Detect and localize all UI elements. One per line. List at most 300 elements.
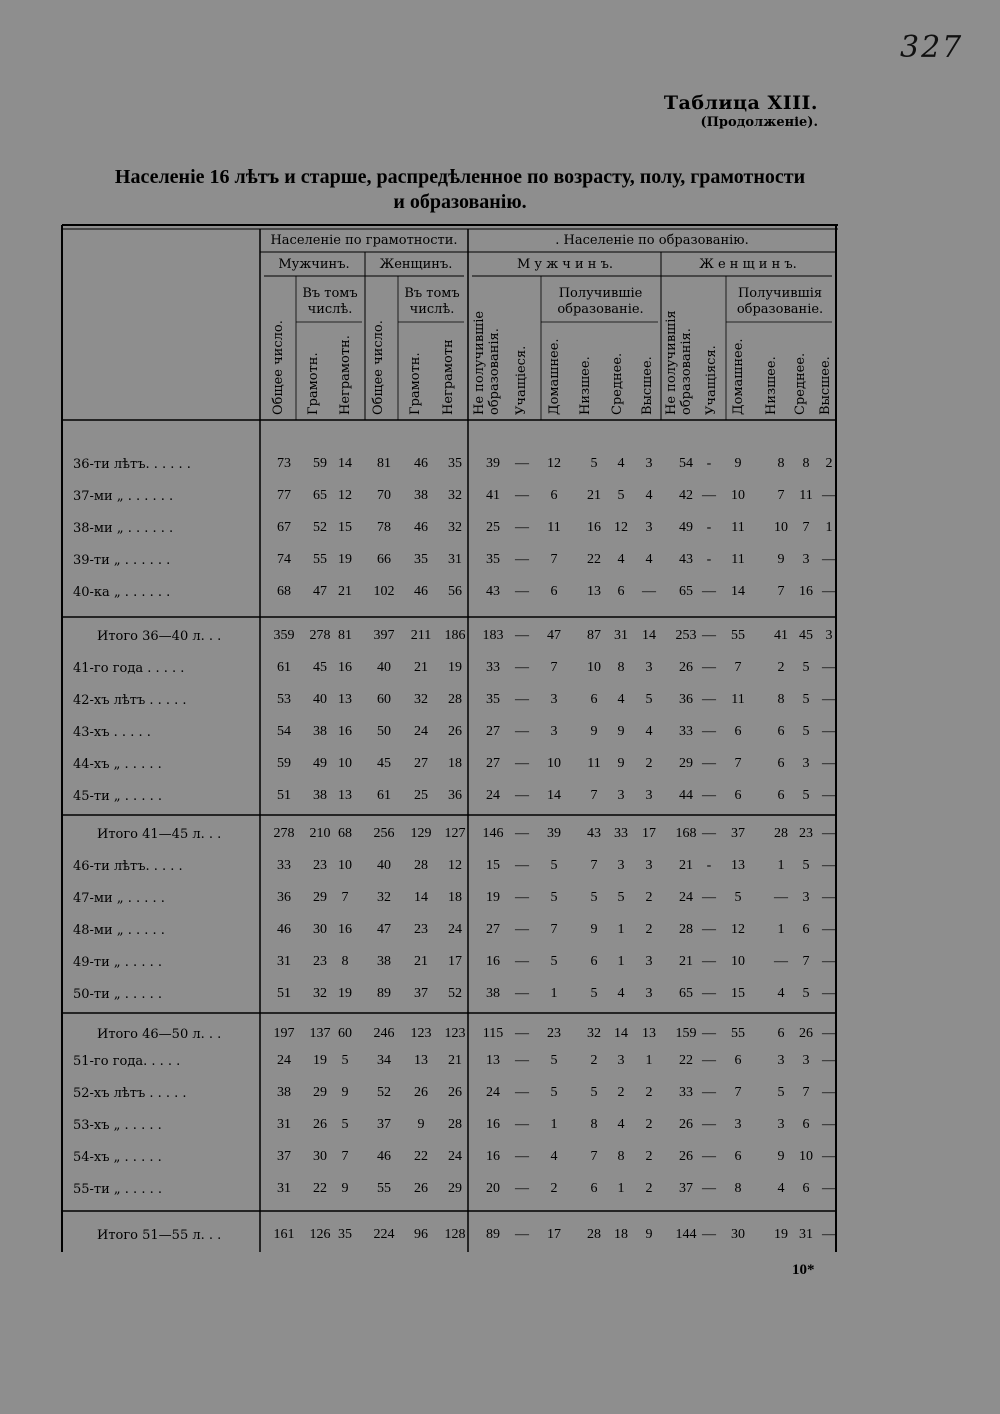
table-cell: 7 — [802, 954, 810, 969]
table-cell: — — [774, 954, 788, 969]
row-label: 44-хъ „ . . . . . — [73, 757, 162, 772]
col-men-none-1: Не получившіе — [472, 310, 487, 415]
table-cell: 6 — [550, 584, 558, 599]
table-cell: 23 — [414, 922, 428, 937]
table-cell: 11 — [731, 520, 745, 535]
table-cell: 41 — [774, 628, 788, 643]
table-cell: 45 — [377, 756, 391, 771]
table-cell: 46 — [414, 584, 428, 599]
table-cell: — — [822, 1227, 836, 1242]
table-cell: 5 — [802, 724, 810, 739]
col-men-home: Домашнее. — [547, 338, 562, 415]
table-cell: — — [702, 756, 716, 771]
table-cell: — — [822, 986, 836, 1001]
table-cell: 43 — [587, 826, 601, 841]
table-cell: 81 — [338, 628, 352, 643]
table-cell: - — [706, 858, 712, 873]
table-cell: 3 — [802, 1053, 810, 1068]
table-cell: 183 — [482, 628, 504, 643]
table-cell: 49 — [679, 520, 693, 535]
table-cell: 5 — [550, 1085, 558, 1100]
table-cell: 32 — [448, 520, 462, 535]
table-cell: 4 — [617, 692, 625, 707]
total-row-label: Итого 36—40 л. . . — [97, 629, 222, 644]
table-cell: 7 — [550, 552, 558, 567]
table-cell: 7 — [802, 1085, 810, 1100]
table-cell: 13 — [587, 584, 601, 599]
table-cell: 23 — [313, 858, 327, 873]
table-cell: 7 — [550, 660, 558, 675]
table-cell: — — [515, 628, 529, 643]
table-cell: 51 — [277, 788, 291, 803]
table-cell: 52 — [377, 1085, 391, 1100]
table-cell: 23 — [547, 1026, 561, 1041]
table-cell: 41 — [486, 488, 500, 503]
row-label: 49-ти „ . . . . . — [73, 955, 162, 970]
row-label: 46-ти лѣтъ. . . . . — [73, 859, 183, 874]
table-cell: 2 — [617, 1085, 625, 1100]
table-cell: 24 — [448, 922, 462, 937]
table-cell: 3 — [734, 1117, 742, 1132]
table-cell: 4 — [777, 1181, 785, 1196]
table-cell: — — [822, 1149, 836, 1164]
table-cell: 10 — [731, 954, 745, 969]
main-title-line2: и образованію. — [393, 191, 527, 213]
table-subtitle: (Продолженіе). — [700, 115, 818, 130]
table-cell: 4 — [777, 986, 785, 1001]
table-cell: 10 — [587, 660, 601, 675]
table-cell: — — [702, 488, 716, 503]
table-cell: 21 — [679, 858, 693, 873]
table-cell: 10 — [731, 488, 745, 503]
header-women-spaced: Ж е н щ и н ъ. — [699, 257, 797, 272]
table-cell: 28 — [679, 922, 693, 937]
table-cell: 8 — [341, 954, 349, 969]
col-men-total: Общее число. — [271, 320, 286, 415]
table-cell: 397 — [373, 628, 395, 643]
table-cell: 5 — [777, 1085, 785, 1100]
table-cell: 5 — [802, 858, 810, 873]
table-cell: 197 — [273, 1026, 295, 1041]
table-cell: 31 — [277, 954, 291, 969]
row-label: 54-хъ „ . . . . . — [73, 1150, 162, 1165]
table-cell: — — [822, 826, 836, 841]
row-label: 37-ми „ . . . . . . — [73, 489, 174, 504]
table-cell: - — [706, 520, 712, 535]
table-cell: 39 — [486, 456, 500, 471]
table-cell: 16 — [338, 922, 352, 937]
table-cell: 3 — [645, 520, 653, 535]
table-title: Таблица XIII. — [663, 92, 818, 114]
table-cell: 1 — [617, 1181, 625, 1196]
table-cell: 6 — [590, 692, 598, 707]
table-cell: — — [515, 488, 529, 503]
table-cell: — — [515, 1053, 529, 1068]
table-cell: 5 — [617, 890, 625, 905]
row-label: 42-хъ лѣтъ . . . . . — [73, 693, 187, 708]
table-cell: 31 — [799, 1227, 813, 1242]
table-cell: 16 — [486, 1117, 500, 1132]
table-cell: 9 — [617, 724, 625, 739]
table-cell: 30 — [313, 1149, 327, 1164]
table-cell: 4 — [617, 552, 625, 567]
table-cell: 3 — [645, 660, 653, 675]
table-cell: — — [515, 1227, 529, 1242]
table-cell: 1 — [777, 922, 785, 937]
table-cell: 16 — [338, 660, 352, 675]
table-cell: 31 — [277, 1117, 291, 1132]
row-label: 55-ти „ . . . . . — [73, 1182, 162, 1197]
table-cell: 278 — [309, 628, 331, 643]
table-cell: 13 — [414, 1053, 428, 1068]
col-men-illiterate: Неграмотн. — [338, 335, 353, 415]
table-cell: 6 — [777, 788, 785, 803]
table-cell: 30 — [313, 922, 327, 937]
table-cell: 74 — [277, 552, 291, 567]
table-cell: 24 — [486, 788, 500, 803]
table-cell: 13 — [338, 788, 352, 803]
table-cell: 26 — [414, 1085, 428, 1100]
table-cell: 3 — [645, 954, 653, 969]
table-cell: — — [515, 922, 529, 937]
total-row-label: Итого 51—55 л. . . — [97, 1228, 222, 1243]
table-cell: 54 — [679, 456, 693, 471]
table-cell: — — [702, 1117, 716, 1132]
col-men-middle: Среднее. — [610, 352, 625, 415]
table-cell: 89 — [377, 986, 391, 1001]
table-cell: — — [702, 826, 716, 841]
table-cell: 59 — [313, 456, 327, 471]
col-women-total: Общее число. — [371, 320, 386, 415]
row-label: 41-го года . . . . . — [73, 661, 185, 676]
table-cell: 168 — [675, 826, 697, 841]
table-cell: 3 — [617, 788, 625, 803]
table-cell: 17 — [448, 954, 462, 969]
table-cell: 7 — [341, 890, 349, 905]
table-cell: 7 — [734, 660, 742, 675]
table-cell: 11 — [799, 488, 813, 503]
table-cell: 4 — [617, 986, 625, 1001]
table-cell: 26 — [414, 1181, 428, 1196]
row-label: 50-ти „ . . . . . — [73, 987, 162, 1002]
table-cell: 5 — [590, 890, 598, 905]
table-cell: 5 — [617, 488, 625, 503]
table-cell: — — [822, 890, 836, 905]
col-women-students: Учащіяся. — [704, 345, 719, 415]
table-cell: 44 — [679, 788, 693, 803]
table-cell: 7 — [550, 922, 558, 937]
table-cell: 21 — [414, 660, 428, 675]
table-cell: 15 — [731, 986, 745, 1001]
row-label: 40-ка „ . . . . . . — [73, 585, 171, 600]
table-cell: — — [515, 552, 529, 567]
table-cell: — — [515, 1117, 529, 1132]
col-women-none-1: Не получившія — [664, 310, 679, 415]
table-cell: — — [515, 724, 529, 739]
table-cell: 24 — [277, 1053, 291, 1068]
table-cell: 9 — [341, 1085, 349, 1100]
table-cell: 10 — [547, 756, 561, 771]
table-cell: — — [822, 954, 836, 969]
table-cell: 2 — [645, 922, 653, 937]
table-cell: 70 — [377, 488, 391, 503]
table-cell: 8 — [617, 1149, 625, 1164]
table-cell: 33 — [486, 660, 500, 675]
table-cell: 10 — [774, 520, 788, 535]
table-cell: 2 — [645, 1181, 653, 1196]
table-cell: 123 — [444, 1026, 466, 1041]
table-cell: — — [515, 660, 529, 675]
table-cell: — — [515, 986, 529, 1001]
table-cell: 26 — [313, 1117, 327, 1132]
table-cell: 19 — [338, 552, 352, 567]
table-cell: — — [515, 954, 529, 969]
row-label: 39-ти „ . . . . . . — [73, 553, 171, 568]
table-cell: 78 — [377, 520, 391, 535]
table-cell: 22 — [313, 1181, 327, 1196]
table-cell: 33 — [679, 724, 693, 739]
table-cell: 37 — [731, 826, 745, 841]
table-cell: 52 — [313, 520, 327, 535]
table-cell: 65 — [679, 986, 693, 1001]
table-cell: 10 — [799, 1149, 813, 1164]
table-cell: 28 — [587, 1227, 601, 1242]
table-cell: 1 — [777, 858, 785, 873]
table-cell: 38 — [414, 488, 428, 503]
table-cell: 5 — [550, 890, 558, 905]
table-cell: — — [822, 552, 836, 567]
table-cell: — — [702, 1227, 716, 1242]
page-number: 10* — [792, 1262, 815, 1278]
table-cell: 7 — [777, 584, 785, 599]
table-cell: 36 — [277, 890, 291, 905]
table-cell: 43 — [486, 584, 500, 599]
table-cell: 12 — [338, 488, 352, 503]
table-cell: 37 — [277, 1149, 291, 1164]
table-cell: 21 — [414, 954, 428, 969]
table-cell: 8 — [777, 692, 785, 707]
table-cell: 61 — [277, 660, 291, 675]
header-got-men-1: Получившіе — [558, 286, 643, 301]
table-cell: 89 — [486, 1227, 500, 1242]
table-cell: — — [515, 1085, 529, 1100]
table-cell: 6 — [617, 584, 625, 599]
table-cell: - — [706, 552, 712, 567]
table-cell: 15 — [486, 858, 500, 873]
table-cell: 31 — [448, 552, 462, 567]
table-cell: 1 — [645, 1053, 653, 1068]
table-cell: 28 — [448, 692, 462, 707]
table-cell: 28 — [448, 1117, 462, 1132]
table-cell: 9 — [417, 1117, 425, 1132]
table-cell: 115 — [482, 1026, 504, 1041]
row-label: 43-хъ . . . . . — [73, 725, 151, 740]
table-cell: 2 — [645, 890, 653, 905]
table-cell: 35 — [448, 456, 462, 471]
table-cell: 7 — [777, 488, 785, 503]
table-cell: 27 — [414, 756, 428, 771]
table-cell: 11 — [587, 756, 601, 771]
table-cell: 29 — [313, 1085, 327, 1100]
table-cell: 5 — [550, 1053, 558, 1068]
table-cell: 7 — [734, 756, 742, 771]
table-cell: 87 — [587, 628, 601, 643]
table-cell: — — [515, 826, 529, 841]
table-cell: 159 — [675, 1026, 697, 1041]
table-cell: — — [515, 788, 529, 803]
table-cell: 21 — [679, 954, 693, 969]
table-cell: — — [822, 660, 836, 675]
col-women-lower: Низшее. — [764, 356, 779, 415]
table-cell: 9 — [590, 724, 598, 739]
table-cell: 6 — [777, 1026, 785, 1041]
table-cell: 81 — [377, 456, 391, 471]
table-cell: 6 — [590, 1181, 598, 1196]
table-cell: 19 — [774, 1227, 788, 1242]
table-cell: 66 — [377, 552, 391, 567]
header-literacy: Населеніе по грамотности. — [270, 233, 458, 248]
table-cell: 7 — [341, 1149, 349, 1164]
col-women-middle: Среднее. — [793, 352, 808, 415]
table-cell: 23 — [799, 826, 813, 841]
table-cell: — — [702, 1181, 716, 1196]
main-title-line1: Населеніе 16 лѣтъ и старше, распредѣленное по возрасту, полу, грамотности — [114, 166, 806, 188]
table-cell: — — [515, 1149, 529, 1164]
table-cell: 13 — [731, 858, 745, 873]
table-cell: 6 — [734, 724, 742, 739]
table-cell: 16 — [486, 1149, 500, 1164]
table-cell: — — [822, 1117, 836, 1132]
table-cell: 2 — [645, 1117, 653, 1132]
table-cell: 33 — [679, 1085, 693, 1100]
table-cell: — — [515, 456, 529, 471]
table-cell: — — [822, 584, 836, 599]
table-cell: 2 — [550, 1181, 558, 1196]
table-cell: 126 — [309, 1227, 331, 1242]
table-cell: — — [515, 520, 529, 535]
table-cell: 46 — [414, 520, 428, 535]
table-cell: 6 — [734, 1053, 742, 1068]
table-cell: 14 — [547, 788, 561, 803]
table-cell: 51 — [277, 986, 291, 1001]
table-cell: — — [702, 1026, 716, 1041]
table-cell: 29 — [448, 1181, 462, 1196]
table-cell: — — [822, 1053, 836, 1068]
table-cell: 6 — [802, 1181, 810, 1196]
table-cell: 24 — [414, 724, 428, 739]
table-cell: 21 — [587, 488, 601, 503]
table-cell: 144 — [675, 1227, 697, 1242]
table-cell: 46 — [377, 1149, 391, 1164]
table-cell: — — [822, 1026, 836, 1041]
table-cell: 24 — [448, 1149, 462, 1164]
table-cell: 13 — [486, 1053, 500, 1068]
table-cell: 53 — [277, 692, 291, 707]
table-cell: 8 — [802, 456, 810, 471]
table-cell: 1 — [550, 986, 558, 1001]
row-label: 51-го года. . . . . — [73, 1054, 181, 1069]
table-cell: 21 — [338, 584, 352, 599]
main-title — [60, 165, 860, 215]
table-cell: 14 — [338, 456, 352, 471]
table-cell: — — [702, 692, 716, 707]
table-cell: — — [822, 922, 836, 937]
table-cell: 37 — [414, 986, 428, 1001]
table-cell: 32 — [414, 692, 428, 707]
table-cell: 24 — [679, 890, 693, 905]
table-cell: 6 — [734, 1149, 742, 1164]
table-cell: 6 — [777, 756, 785, 771]
table-cell: — — [822, 488, 836, 503]
table-title-block — [664, 92, 818, 130]
table-cell: 26 — [799, 1026, 813, 1041]
table-cell: 19 — [448, 660, 462, 675]
table-cell: 210 — [309, 826, 331, 841]
row-label: 52-хъ лѣтъ . . . . . — [73, 1086, 187, 1101]
table-cell: 55 — [377, 1181, 391, 1196]
table-cell: 39 — [547, 826, 561, 841]
table-cell: 40 — [377, 858, 391, 873]
header-got-women-1: Получившія — [737, 286, 823, 301]
table-cell: 68 — [338, 826, 352, 841]
table-cell: — — [515, 890, 529, 905]
table-cell: 12 — [547, 456, 561, 471]
table-cell: 32 — [587, 1026, 601, 1041]
table-cell: 38 — [486, 986, 500, 1001]
header-got-women-2: образованіе. — [736, 302, 824, 317]
table-cell: 224 — [373, 1227, 395, 1242]
table-cell: 22 — [414, 1149, 428, 1164]
table-cell: — — [515, 858, 529, 873]
table-cell: — — [515, 1026, 529, 1041]
table-cell: — — [515, 756, 529, 771]
table-cell: 40 — [377, 660, 391, 675]
table-cell: 6 — [550, 488, 558, 503]
table-cell: 37 — [377, 1117, 391, 1132]
table-cell: 38 — [277, 1085, 291, 1100]
table-cell: 30 — [731, 1227, 745, 1242]
table-cell: 77 — [277, 488, 291, 503]
table-cell: 3 — [550, 724, 558, 739]
table-cell: 5 — [341, 1117, 349, 1132]
row-label: 36-ти лѣтъ. . . . . . — [73, 457, 191, 472]
table-cell: 7 — [734, 1085, 742, 1100]
table-cell: 8 — [617, 660, 625, 675]
table-cell: 33 — [614, 826, 628, 841]
table-cell: 43 — [679, 552, 693, 567]
table-cell: 5 — [734, 890, 742, 905]
table-cell: 1 — [550, 1117, 558, 1132]
table-cell: 9 — [734, 456, 742, 471]
table-cell: 5 — [550, 954, 558, 969]
row-label: 45-ти „ . . . . . — [73, 789, 162, 804]
table-cell: 25 — [414, 788, 428, 803]
table-cell: — — [702, 1149, 716, 1164]
table-cell: 60 — [338, 1026, 352, 1041]
table-cell: 4 — [645, 552, 653, 567]
table-cell: 15 — [338, 520, 352, 535]
table-cell: 5 — [590, 456, 598, 471]
table-cell: 68 — [277, 584, 291, 599]
table-cell: 35 — [414, 552, 428, 567]
table-cell: 6 — [734, 788, 742, 803]
table-cell: 17 — [547, 1227, 561, 1242]
table-cell: 161 — [273, 1227, 295, 1242]
col-women-illiterate: Неграмотн — [441, 339, 456, 415]
table-cell: 12 — [614, 520, 628, 535]
table-cell: 29 — [313, 890, 327, 905]
table-cell: — — [515, 692, 529, 707]
